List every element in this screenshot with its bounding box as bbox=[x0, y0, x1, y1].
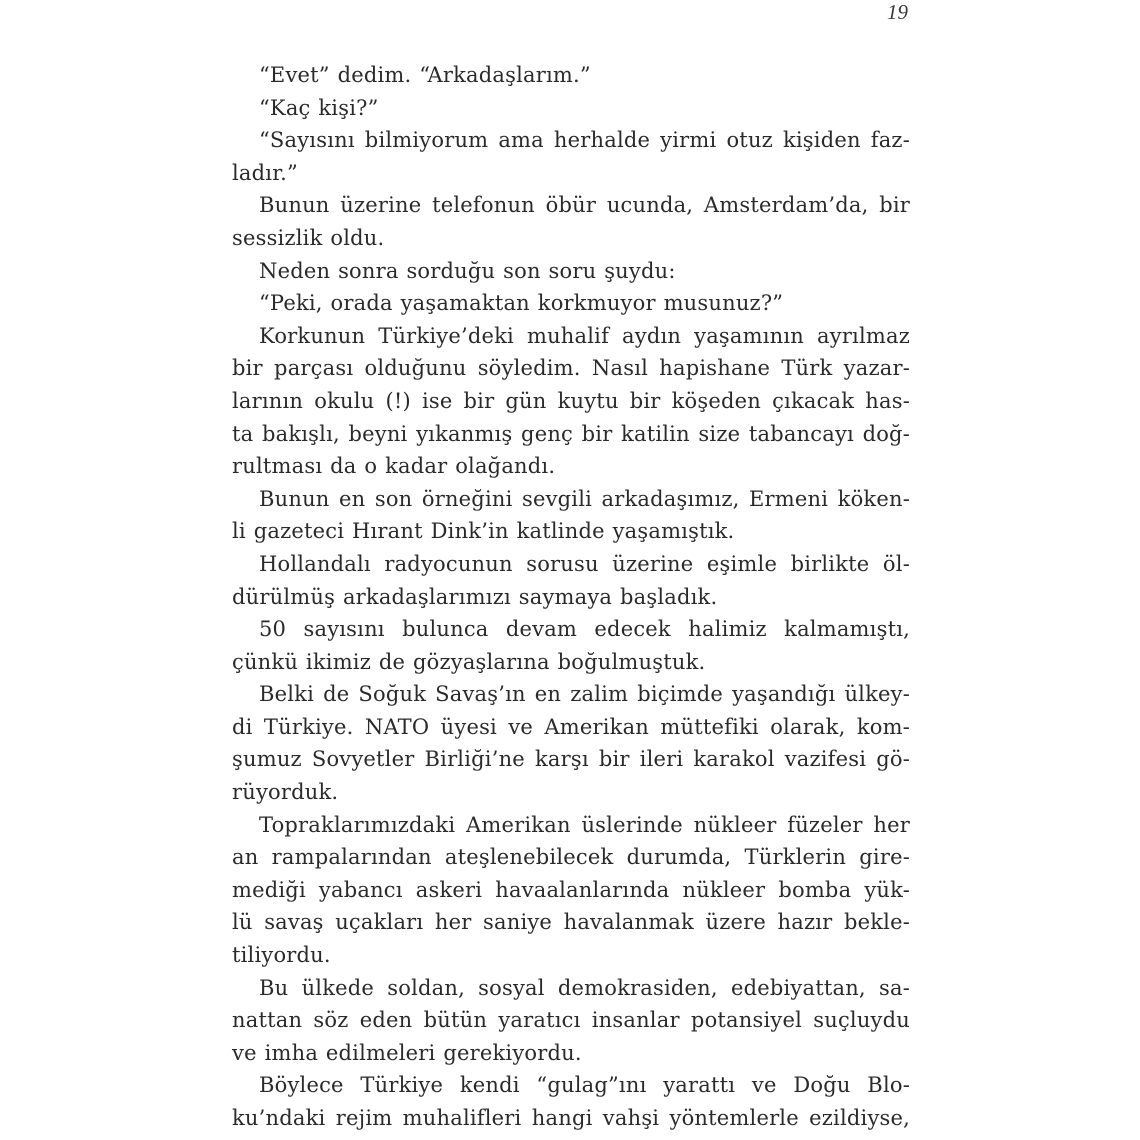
text-line: Hollandalı radyocunun sorusu üzerine eşimle birlikte öl- bbox=[259, 551, 910, 576]
text-line: di Türkiye. NATO üyesi ve Amerikan müttefiki olarak, kom- bbox=[232, 714, 910, 739]
text-line: an rampalarından ateşlenebilecek durumda, Türklerin gire- bbox=[232, 845, 910, 870]
text-line: Korkunun Türkiye’deki muhalif aydın yaşamının ayrılmaz bbox=[259, 323, 910, 348]
text-line: ladır.” bbox=[232, 160, 298, 185]
text-line: Topraklarımızdaki Amerikan üslerinde nükleer füzeler her bbox=[259, 812, 910, 837]
text-line: bir parçası olduğunu söyledim. Nasıl hapishane Türk yazar- bbox=[232, 356, 910, 381]
text-line: lü savaş uçakları her saniye havalanmak üzere hazır bekle- bbox=[232, 910, 910, 935]
text-line: li gazeteci Hırant Dink’in katlinde yaşamıştık. bbox=[232, 519, 735, 544]
text-line: ve imha edilmeleri gerekiyordu. bbox=[232, 1040, 582, 1065]
text-line: Bunun üzerine telefonun öbür ucunda, Amsterdam’da, bir bbox=[259, 193, 910, 218]
text-line: ta bakışlı, beyni yıkanmış genç bir katilin size tabancayı doğ- bbox=[232, 421, 910, 446]
text-line: şumuz Sovyetler Birliği’ne karşı bir ileri karakol vazifesi gö- bbox=[232, 747, 910, 772]
text-line: çünkü ikimiz de gözyaşlarına boğulmuştuk. bbox=[232, 649, 706, 674]
text-line: Neden sonra sorduğu son soru şuydu: bbox=[259, 258, 676, 283]
text-line: 50 sayısını bulunca devam edecek halimiz kalmamıştı, bbox=[259, 617, 910, 642]
text-line: nattan söz eden bütün yaratıcı insanlar potansiyel suçluydu bbox=[232, 1008, 910, 1033]
body-text bbox=[232, 59, 910, 1135]
text-line: “Evet” dedim. “Arkadaşlarım.” bbox=[259, 63, 591, 87]
text-line: tiliyordu. bbox=[232, 943, 331, 968]
text-line: larının okulu (!) ise bir gün kuytu bir köşeden çıkacak has- bbox=[232, 388, 910, 413]
text-line: “Peki, orada yaşamaktan korkmuyor musunuz?” bbox=[259, 291, 784, 316]
text-line: “Sayısını bilmiyorum ama herhalde yirmi otuz kişiden faz- bbox=[259, 128, 910, 153]
text-line: “Kaç kişi?” bbox=[259, 95, 379, 120]
text-line: rüyorduk. bbox=[232, 780, 339, 805]
text-line: Bunun en son örneğini sevgili arkadaşımız, Ermeni köken- bbox=[259, 486, 910, 511]
text-line: Bu ülkede soldan, sosyal demokrasiden, edebiyattan, sa- bbox=[259, 975, 910, 1000]
text-line: mediği yabancı askeri havaalanlarında nükleer bomba yük- bbox=[232, 877, 910, 902]
page-number: 19 bbox=[887, 0, 908, 24]
text-line: dürülmüş arkadaşlarımızı saymaya başladık. bbox=[232, 584, 718, 609]
text-line: Böylece Türkiye kendi “gulag”ını yarattı ve Doğu Blo- bbox=[259, 1073, 910, 1098]
text-line: ku’ndaki rejim muhalifleri hangi vahşi yöntemlerle ezildiyse, bbox=[232, 1106, 910, 1130]
text-line: Belki de Soğuk Savaş’ın en zalim biçimde yaşandığı ülkey- bbox=[259, 682, 910, 707]
text-line: sessizlik oldu. bbox=[232, 225, 385, 250]
text-line: rultması da o kadar olağandı. bbox=[232, 454, 556, 479]
